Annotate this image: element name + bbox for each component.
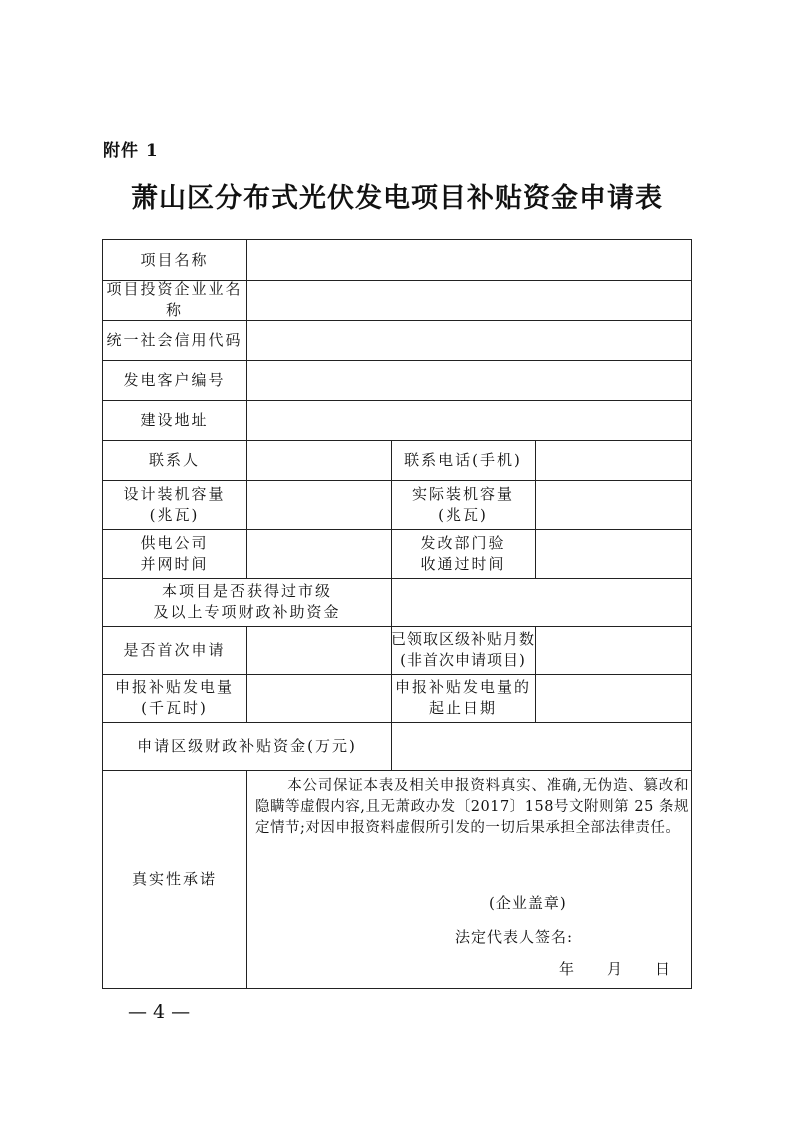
label-design-capacity: 设计装机容量 (兆瓦) bbox=[123, 484, 226, 524]
label-city-subsidy: 本项目是否获得过市级 及以上专项财政补助资金 bbox=[153, 582, 341, 621]
label-customer-number: 发电客户编号 bbox=[123, 370, 226, 389]
label-acceptance-time: 发改部门验 收通过时间 bbox=[420, 533, 506, 573]
label-credit-code: 统一社会信用代码 bbox=[106, 330, 243, 349]
label-authenticity-pledge: 真实性承诺 bbox=[131, 869, 217, 888]
application-form-table bbox=[102, 239, 692, 989]
date-day-label: 日 bbox=[655, 960, 672, 978]
label-subsidy-amount: 申请区级财政补贴资金(万元) bbox=[137, 736, 357, 755]
legal-rep-signature-label: 法定代表人签名: bbox=[455, 928, 574, 946]
label-contact-person: 联系人 bbox=[148, 450, 200, 469]
attachment-label: 附件 1 bbox=[103, 141, 159, 161]
label-power-period: 申报补贴发电量的 起止日期 bbox=[394, 678, 531, 717]
label-address: 建设地址 bbox=[140, 410, 209, 429]
label-power-amount: 申报补贴发电量 (千瓦时) bbox=[114, 678, 234, 717]
company-seal-label: (企业盖章) bbox=[489, 894, 567, 912]
label-project-name: 项目名称 bbox=[140, 250, 209, 269]
form-title: 萧山区分布式光伏发电项目补贴资金申请表 bbox=[131, 183, 663, 214]
label-grid-connection-time: 供电公司 并网时间 bbox=[140, 533, 209, 573]
label-first-application: 是否首次申请 bbox=[123, 640, 226, 659]
label-investor-name: 项目投资企业业名称 bbox=[106, 280, 243, 319]
label-actual-capacity: 实际装机容量 (兆瓦) bbox=[411, 484, 514, 524]
label-months-received: 已领取区级补贴月数 (非首次申请项目) bbox=[391, 630, 536, 669]
page-number: — 4 — bbox=[128, 1001, 191, 1023]
pledge-text: 本公司保证本表及相关申报资料真实、准确,无伪造、篡改和隐瞒等虚假内容,且无萧政办发〔2017〕158号文附则第 25 条规定情节;对因申报资料虚假所引发的一切后果承担全部法律责任。 bbox=[255, 778, 689, 836]
date-year-label: 年 bbox=[559, 960, 576, 978]
label-contact-phone: 联系电话(手机) bbox=[404, 450, 522, 469]
date-month-label: 月 bbox=[607, 960, 624, 978]
